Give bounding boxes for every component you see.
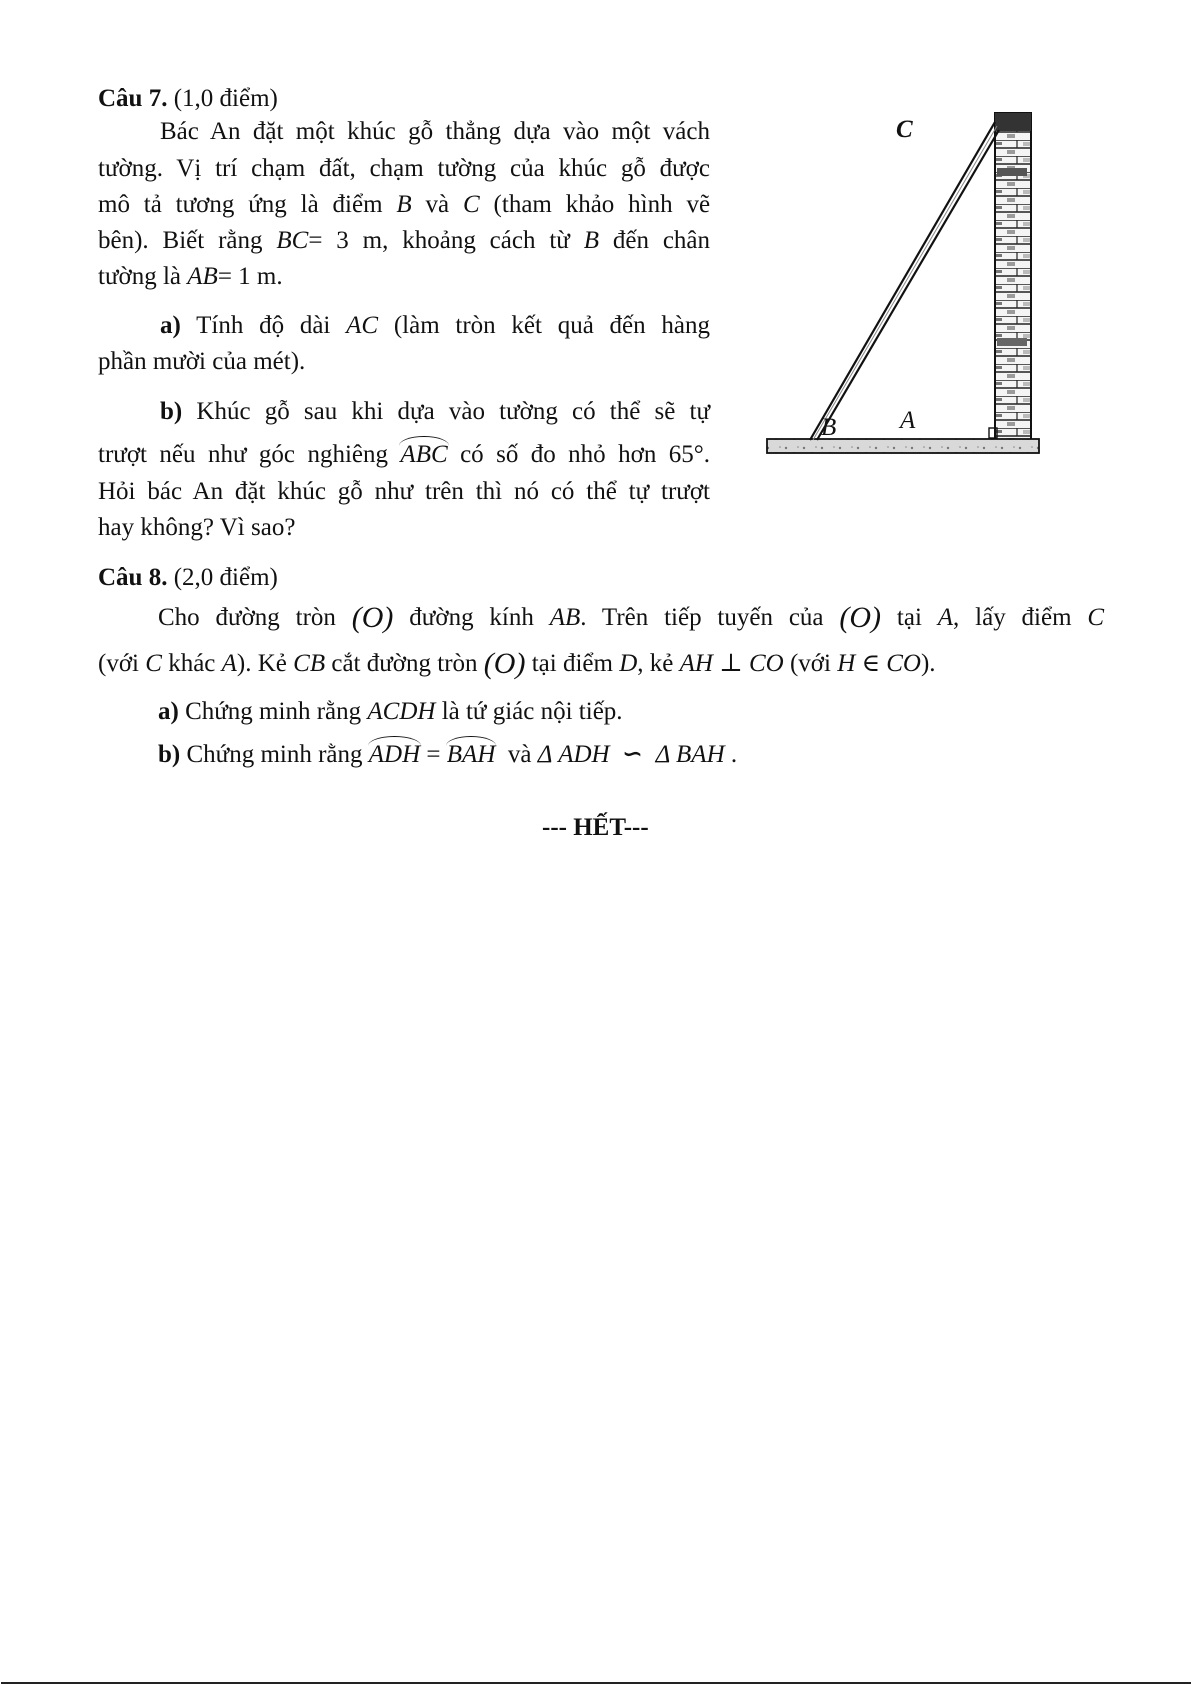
q7-text: Bác An đặt một khúc gỗ thẳng dựa vào một vách	[160, 118, 710, 145]
triangle-bah: Δ BAH	[655, 741, 725, 768]
q7-text: hay không? Vì sao?	[98, 514, 296, 541]
q8-text: (với	[789, 650, 831, 677]
figure-label-c: C	[896, 116, 913, 143]
point-c: C	[145, 650, 162, 677]
page-bottom-rule	[1, 1682, 1191, 1684]
q7-text: (làm tròn kết quả đến hàng	[393, 312, 710, 339]
triangle-adh: Δ ADH	[537, 741, 610, 768]
q7a-label: a)	[160, 312, 181, 339]
q7-text: bên). Biết rằng	[98, 227, 263, 254]
q7-points: (1,0 điểm)	[173, 85, 278, 112]
point-a: A	[221, 650, 237, 677]
q7-text: tường là	[98, 263, 182, 290]
q7-text: = 3 m, khoảng cách từ	[308, 227, 570, 254]
ladder-wall-figure	[765, 108, 1065, 498]
perpendicular-ah-co: AH ⊥ CO	[679, 650, 784, 677]
q7a-line-2	[98, 349, 305, 374]
q7-text: có số đo nhỏ hơn 65°.	[460, 441, 711, 468]
q8-text: tại	[896, 604, 922, 631]
q7-para-line-3	[98, 192, 710, 217]
quad-acdh: ACDH	[367, 698, 436, 725]
circle-o: (O)	[839, 601, 882, 634]
angle-adh: ADH	[368, 741, 421, 768]
q7-text: trượt nếu như góc nghiêng	[98, 441, 388, 468]
q7-para-line-5	[98, 264, 283, 289]
q8-text: Chứng minh rằng	[186, 741, 363, 768]
q7-heading-line	[98, 86, 278, 111]
q8-heading-line	[98, 565, 278, 590]
q7b-label: b)	[160, 398, 183, 425]
q7-text: mô tả tương ứng là điểm	[98, 191, 383, 218]
q8-points: (2,0 điểm)	[173, 564, 278, 591]
q8-text: (với	[98, 650, 139, 677]
q7b-line-1	[160, 399, 710, 424]
q8b-label: b)	[158, 741, 181, 768]
q8-text: cắt đường tròn	[331, 650, 478, 677]
q8-text: Cho đường tròn	[158, 604, 336, 631]
q8-text: tại điểm	[531, 650, 613, 677]
q8-text: . Trên tiếp tuyến của	[580, 604, 824, 631]
brick-wall	[995, 113, 1031, 441]
q8-text: , kẻ	[637, 650, 674, 677]
q8-text: ).	[920, 650, 936, 677]
q7-text: đến chân	[612, 227, 711, 254]
q8-text: là tứ giác nội tiếp.	[441, 698, 623, 725]
q7-text: Tính độ dài	[196, 312, 331, 339]
q8b-line	[158, 742, 737, 767]
figure-label-a: A	[900, 407, 916, 434]
angle-abc: ABC	[400, 441, 448, 468]
q8-text: ). Kẻ	[236, 650, 287, 677]
point-a: A	[937, 604, 954, 631]
q8-text: và	[507, 741, 532, 768]
equals-sign: =	[426, 741, 441, 768]
q8-text: Chứng minh rằng	[185, 698, 362, 725]
circle-o: (O)	[483, 647, 526, 680]
point-d: D	[619, 650, 638, 677]
diameter-ab: AB	[549, 604, 581, 631]
q7b-line-2	[98, 442, 710, 467]
segment-ab: AB	[187, 263, 218, 290]
q7a-line-1	[160, 313, 710, 338]
wood-plank-edge	[817, 130, 999, 440]
figure-label-b: B	[821, 414, 837, 441]
q7-text: Hỏi bác An đặt khúc gỗ như trên thì nó có thể tự trượt	[98, 478, 710, 505]
segment-bc: BC	[276, 227, 309, 254]
q8-heading: Câu 8.	[98, 564, 168, 591]
q7-text: và	[425, 191, 450, 218]
h-in-co: H ∈ CO	[837, 650, 921, 677]
figure-svg	[765, 108, 1065, 498]
q8a-label: a)	[158, 698, 179, 725]
end-marker: --- HẾT---	[542, 814, 649, 841]
angle-bah: BAH	[446, 741, 496, 768]
wall-shadow	[997, 338, 1027, 346]
wood-plank-edge	[810, 122, 995, 440]
q7-text: phần mười của mét).	[98, 348, 306, 375]
q8-text: , lấy điểm	[953, 604, 1072, 631]
q8a-line	[158, 699, 623, 724]
circle-o: (O)	[351, 601, 394, 634]
ground	[767, 439, 1039, 453]
segment-ac: AC	[346, 312, 379, 339]
wood-plank-center	[813, 126, 997, 440]
point-c: C	[1087, 604, 1105, 631]
q7-text: tường. Vị trí chạm đất, chạm tường của khúc gỗ được	[98, 155, 710, 182]
q7-text: (tham khảo hình vẽ	[493, 191, 711, 218]
point-b: B	[396, 191, 412, 218]
q8-text: khác	[168, 650, 216, 677]
point-b: B	[583, 227, 599, 254]
q7-para-line-1	[160, 119, 710, 144]
q7b-line-4	[98, 515, 295, 540]
segment-cb: CB	[293, 650, 326, 677]
q7-text: Khúc gỗ sau khi dựa vào tường có thể sẽ tự	[196, 398, 711, 425]
q7-para-line-2	[98, 156, 710, 181]
q8-line-2	[98, 649, 936, 679]
q8-text: đường kính	[409, 604, 534, 631]
wall-top	[995, 113, 1031, 131]
q7b-line-3	[98, 479, 710, 504]
q8-text: .	[730, 741, 738, 768]
q8-line-1	[158, 603, 1104, 633]
q7-text: = 1 m.	[217, 263, 283, 290]
q7-heading: Câu 7.	[98, 85, 168, 112]
similar-sign: ∽	[622, 741, 644, 768]
q7-para-line-4	[98, 228, 710, 253]
point-c: C	[463, 191, 480, 218]
wall-shadow	[997, 168, 1027, 176]
